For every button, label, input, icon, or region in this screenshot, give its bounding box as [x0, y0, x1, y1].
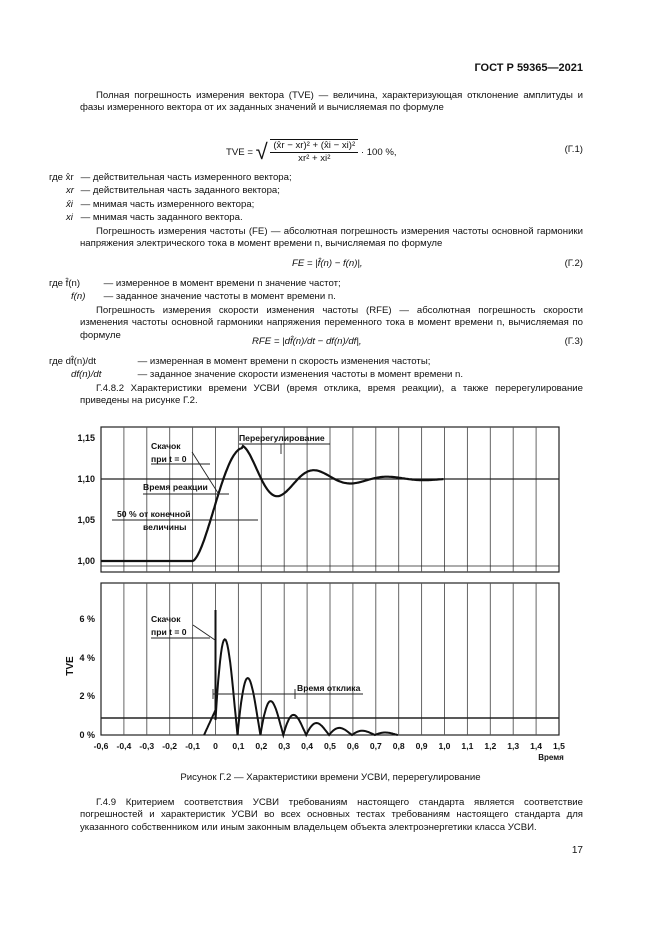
- where2-sym-1: f(n): [71, 291, 86, 303]
- where1-desc-0: — действительная часть измеренного вектора;: [80, 172, 292, 183]
- paragraph-tve: Полная погрешность измерения вектора (TVE) — величина, характеризующая отклонение амплитуды и фазы измеренного вектора от их заданных значений и вычисляемая по формуле: [80, 90, 583, 114]
- xtick-label: 0,9: [415, 741, 428, 751]
- where1-desc-1: — действительная часть заданного вектора;: [80, 185, 280, 197]
- figure-caption: Рисунок Г.2 — Характеристики времени УСВИ, перерегулирование: [180, 772, 481, 783]
- xtick-label: 0,5: [324, 741, 336, 751]
- half-value-label-1: 50 % от конечной: [117, 509, 191, 519]
- paragraph-time-characteristics: Г.4.8.2 Характеристики времени УСВИ (время отклика, время реакции), а также перерегулирование приведены на рисунке Г.2.: [80, 383, 583, 407]
- top-ytick-label: 1,05: [77, 515, 95, 525]
- paragraph-rfe: Погрешность измерения скорости изменения частоты (RFE) — абсолютная погрешность скорости изменения частоты основной гармоники напряжения переменного тока в момент времени n, вычисляемая по формуле: [80, 305, 583, 341]
- document-number: ГОСТ Р 59365—2021: [474, 62, 583, 74]
- eq3-number: (Г.3): [564, 336, 583, 347]
- bottom-ytick-label: 4 %: [79, 653, 95, 663]
- where1-sym-2: x̂i: [66, 198, 73, 210]
- xtick-label: 1,3: [507, 741, 520, 751]
- xtick-label: -0,6: [93, 741, 109, 751]
- page-number: 17: [571, 845, 583, 856]
- response-time-label: Время отклика: [297, 683, 361, 693]
- top-jump-label-1: Скачок: [151, 441, 181, 451]
- xtick-label: -0,1: [185, 741, 201, 751]
- xtick-label: 0,4: [301, 741, 314, 751]
- x-axis-label: Время: [538, 753, 564, 762]
- tve-axis-label: TVE: [65, 656, 76, 676]
- xtick-label: 0,3: [278, 741, 291, 751]
- xtick-label: 0: [213, 741, 218, 751]
- eq1-tail: · 100 %,: [360, 146, 397, 158]
- top-ytick-label: 1,00: [77, 556, 95, 566]
- eq1-numerator: (x̂r − xr)² + (x̂i − xi)²: [270, 140, 358, 153]
- xtick-label: 0,1: [232, 741, 245, 751]
- paragraph-fe: Погрешность измерения частоты (FE) — абсолютная погрешность измерения частоты основной гармоники напряжения электрического тока в момент времени n, вычисляемая по формуле: [80, 226, 583, 250]
- equation-rfe: RFE = |df̂(n)/dt − df(n)/df|,: [252, 336, 362, 347]
- tve-curve: [204, 610, 398, 735]
- where3-sym-1: df(n)/dt: [71, 369, 102, 381]
- reaction-time-label: Время реакции: [143, 482, 208, 492]
- where3-sym-0: где df̂(n)/dt: [49, 356, 97, 367]
- xtick-label: -0,2: [162, 741, 178, 751]
- bottom-ytick-label: 6 %: [79, 614, 95, 624]
- xtick-label: 0,8: [392, 741, 405, 751]
- where2-desc-1: — заданное значение частоты в момент времени n.: [103, 291, 336, 303]
- top-ytick-label: 1,15: [77, 433, 95, 443]
- eq1-number: (Г.1): [564, 144, 583, 155]
- eq2-number: (Г.2): [564, 258, 583, 269]
- xtick-label: 1,2: [484, 741, 497, 751]
- where3-desc-1: — заданное значение скорости изменения частоты в момент времени n.: [137, 369, 464, 381]
- xtick-label: 1,0: [438, 741, 451, 751]
- paragraph-criterion: Г.4.9 Критерием соответствия УСВИ требованиям настоящего стандарта является соответствие погрешностей и характеристик УСВИ во всех основных тестах требованиям настоящего стандарта для указанного собственником или иным законным владельцем объекта электроэнергетики класса УСВИ.: [80, 797, 583, 833]
- bottom-jump-label-1: Скачок: [151, 614, 181, 624]
- xtick-label: -0,3: [139, 741, 155, 751]
- sqrt-icon: √: [255, 139, 268, 165]
- where3-desc-0: — измеренная в момент времени n скорость изменения частоты;: [137, 356, 431, 367]
- overshoot-label: Перерегулирование: [239, 433, 325, 443]
- bottom-ytick-label: 2 %: [79, 691, 95, 701]
- xtick-label: 0,2: [255, 741, 268, 751]
- xtick-label: 0,6: [346, 741, 359, 751]
- where1-sym-3: xi: [66, 212, 73, 224]
- xtick-label: 0,7: [369, 741, 382, 751]
- where1-desc-2: — мнимая часть измеренного вектора;: [80, 198, 255, 210]
- xtick-label: 1,1: [461, 741, 474, 751]
- bottom-jump-label-2: при t = 0: [151, 627, 187, 637]
- where1-sym-1: xr: [66, 185, 74, 197]
- half-value-label-2: величины: [143, 522, 187, 532]
- top-jump-label-2: при t = 0: [151, 454, 187, 464]
- top-ytick-label: 1,10: [77, 474, 95, 484]
- where1-sym-0: где x̂r: [49, 172, 74, 183]
- bottom-ytick-label: 0 %: [79, 730, 95, 740]
- xtick-label: 1,5: [553, 741, 565, 751]
- eq1-denominator: xr² + xi²: [298, 153, 331, 165]
- where2-sym-0: где f̂(n): [49, 278, 81, 289]
- xtick-label: 1,4: [530, 741, 543, 751]
- where1-desc-3: — мнимая часть заданного вектора.: [80, 212, 243, 224]
- xtick-label: -0,4: [116, 741, 132, 751]
- where2-desc-0: — измеренное в момент времени n значение частот;: [103, 278, 341, 289]
- equation-fe: FE = |f̂(n) − f(n)|,: [292, 258, 363, 269]
- eq1-lhs: TVE =: [226, 146, 253, 158]
